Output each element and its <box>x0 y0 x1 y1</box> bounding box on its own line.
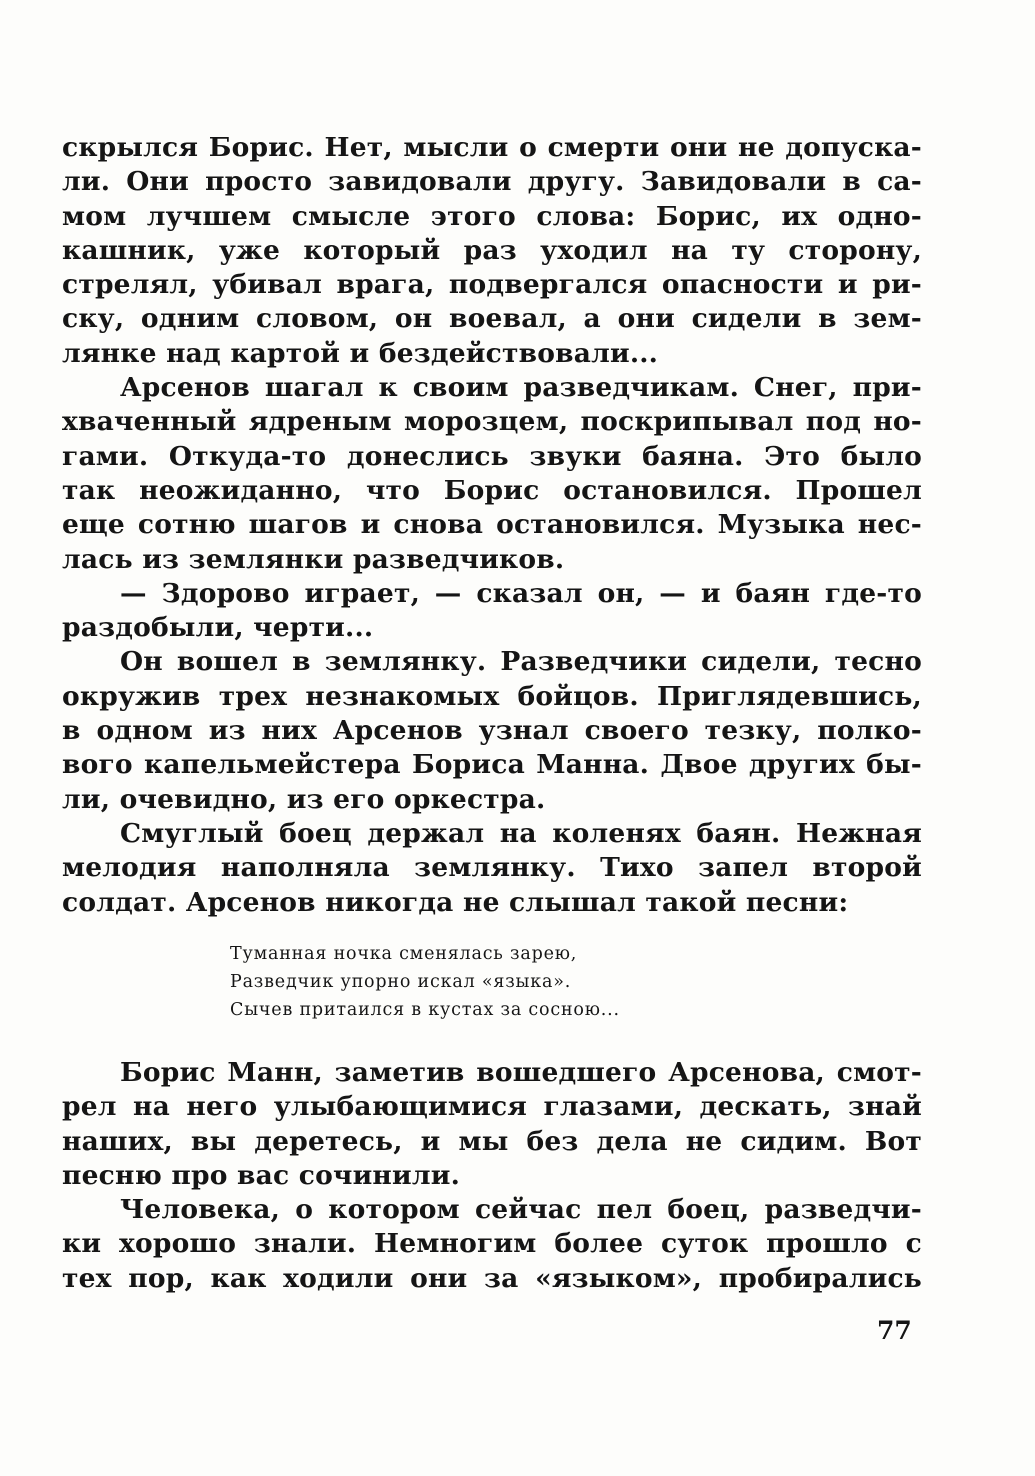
text-line: так неожиданно, что Борис остановился. Прошел <box>62 474 922 506</box>
text-block-bottom <box>62 1056 922 1296</box>
text-line: тех пор, как ходили они за «языком», пробирались <box>62 1262 922 1294</box>
text-line: скрылся Борис. Нет, мысли о смерти они не допуска- <box>62 132 922 163</box>
verse-line: Сычев притаился в кустах за сосною... <box>230 1000 620 1020</box>
verse-line: Разведчик упорно искал «языка». <box>230 972 572 992</box>
text-line: Смуглый боец держал на коленях баян. Нежная <box>120 817 922 849</box>
song-verse <box>230 940 620 1024</box>
page-number: 77 <box>877 1316 912 1345</box>
text-line: хваченный ядреным морозцем, поскрипывал под но- <box>62 406 922 438</box>
text-line: кашник, уже который раз уходил на ту сторону, <box>62 234 922 266</box>
verse-line: Туманная ночка сменялась зарею, <box>230 944 578 964</box>
text-line: солдат. Арсенов никогда не слышал такой песни: <box>62 886 849 918</box>
text-line: окружив трех незнакомых бойцов. Приглядевшись, <box>62 680 922 712</box>
text-line: — Здорово играет, — сказал он, — и баян где-то <box>120 577 922 609</box>
text-line: раздобыли, черти... <box>62 612 374 644</box>
text-line: лась из землянки разведчиков. <box>62 543 565 575</box>
text-line: еще сотню шагов и снова остановился. Музыка нес- <box>62 509 922 541</box>
text-line: наших, вы деретесь, и мы без дела не сидим. Вот <box>62 1125 922 1157</box>
text-line: стрелял, убивал врага, подвергался опасности и ри- <box>62 269 922 301</box>
text-line: песню про вас сочинили. <box>62 1159 461 1191</box>
text-line: ску, одним словом, он воевал, а они сидели в зем- <box>62 303 922 335</box>
text-line: в одном из них Арсенов узнал своего тезку, полко- <box>62 715 922 747</box>
text-line: ли. Они просто завидовали другу. Завидовали в са- <box>62 166 922 198</box>
text-line: Арсенов шагал к своим разведчикам. Снег, при- <box>120 372 922 404</box>
text-line: Он вошел в землянку. Разведчики сидели, тесно <box>120 646 922 678</box>
text-line: Борис Манн, заметив вошедшего Арсенова, смот- <box>120 1057 922 1088</box>
text-line: Человека, о котором сейчас пел боец, разведчи- <box>120 1194 922 1226</box>
text-line: мом лучшем смысле этого слова: Борис, их одно- <box>62 200 922 232</box>
text-line: ли, очевидно, из его оркестра. <box>62 783 546 815</box>
text-line: ки хорошо знали. Немногим более суток прошло с <box>62 1228 922 1260</box>
text-block-top <box>62 131 922 920</box>
text-line: гами. Откуда-то донеслись звуки баяна. Это было <box>62 440 922 472</box>
text-line: рел на него улыбающимися глазами, дескать, знай <box>62 1091 922 1123</box>
text-line: вого капельмейстера Бориса Манна. Двое других бы- <box>62 749 922 781</box>
text-line: мелодия наполняла землянку. Тихо запел второй <box>62 852 922 884</box>
text-line: лянке над картой и бездействовали... <box>62 337 659 369</box>
